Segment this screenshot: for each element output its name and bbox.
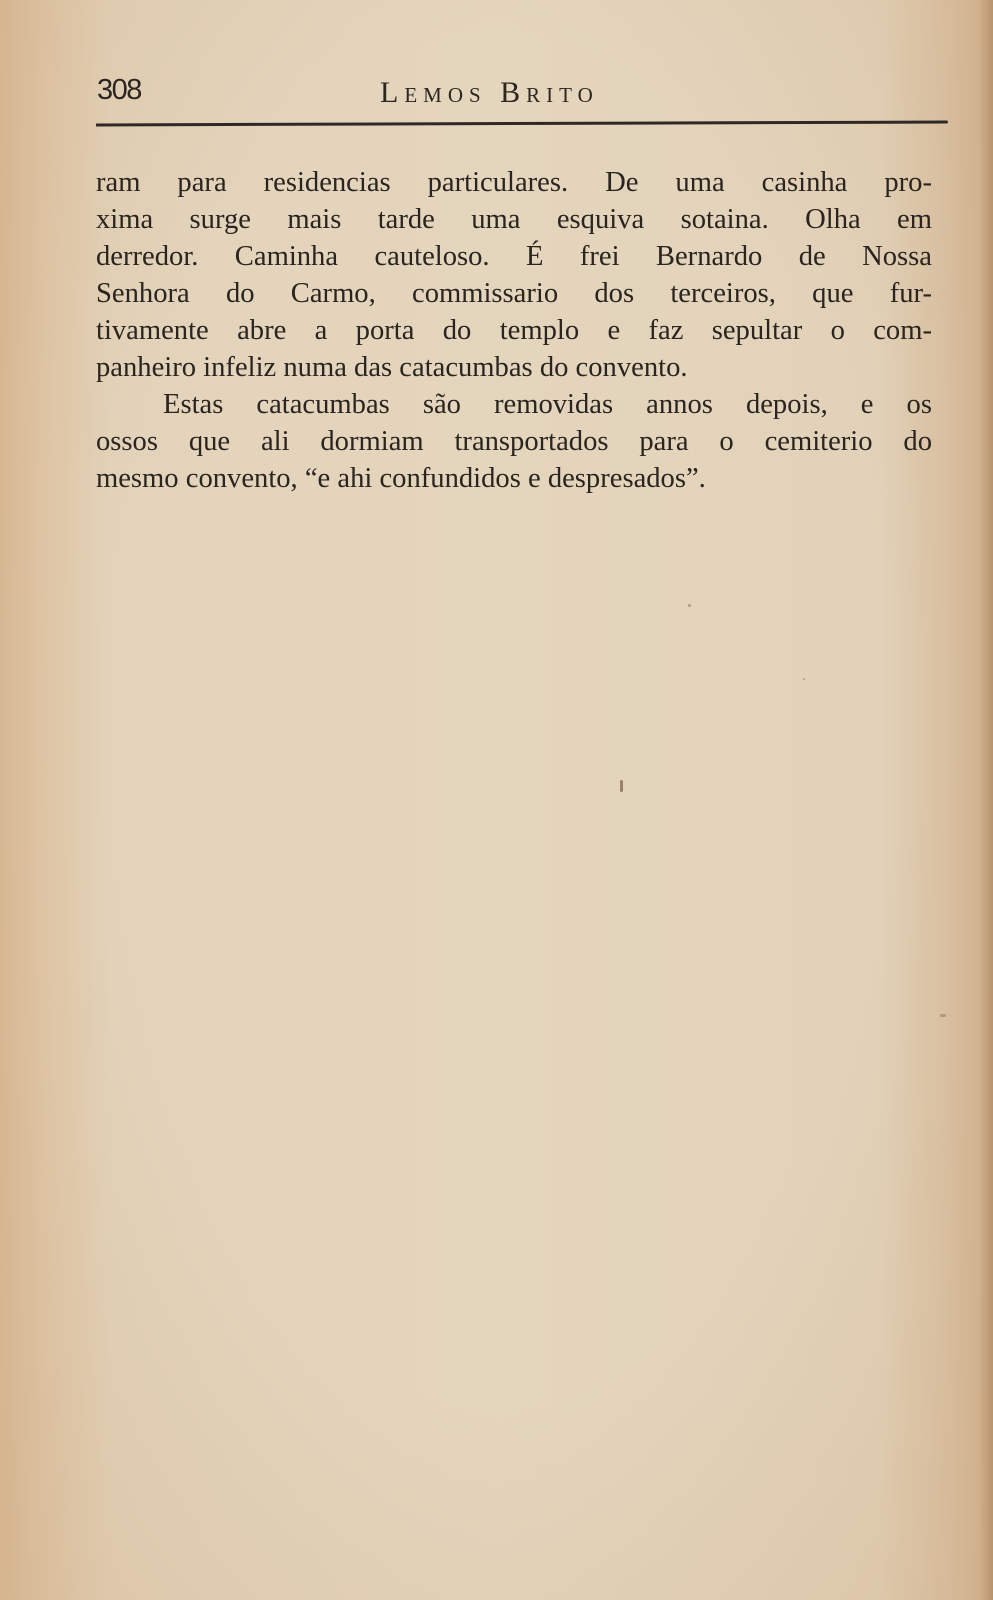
text-line: ram para residencias particulares. De uma casinha pro-: [96, 167, 932, 198]
text-line: ossos que ali dormiam transportados para o cemiterio do: [96, 426, 932, 457]
text-line: tivamente abre a porta do templo e faz sepultar o com-: [96, 315, 932, 346]
running-head: Lemos Brito: [380, 76, 599, 109]
paragraph-1: [96, 164, 932, 386]
paragraph-2: [96, 386, 932, 497]
text-line: mesmo convento, “e ahi confundidos e despresados”.: [96, 463, 706, 494]
text-line: xima surge mais tarde uma esquiva sotaina. Olha em: [96, 204, 932, 235]
paper-fleck: [620, 780, 623, 792]
text-line: Senhora do Carmo, commissario dos terceiros, que fur-: [96, 278, 932, 309]
paper-fleck: [803, 678, 805, 680]
text-line: derredor. Caminha cauteloso. É frei Bernardo de Nossa: [96, 241, 932, 272]
paper-fleck: [940, 1014, 946, 1017]
paper-fleck: [688, 604, 691, 607]
text-line: panheiro infeliz numa das catacumbas do convento.: [96, 352, 688, 383]
page-number: 308: [97, 74, 141, 106]
body-text: [96, 164, 932, 497]
header-rule: [96, 121, 948, 127]
page-header: [97, 72, 947, 116]
text-line: Estas catacumbas são removidas annos depois, e os: [163, 389, 932, 420]
